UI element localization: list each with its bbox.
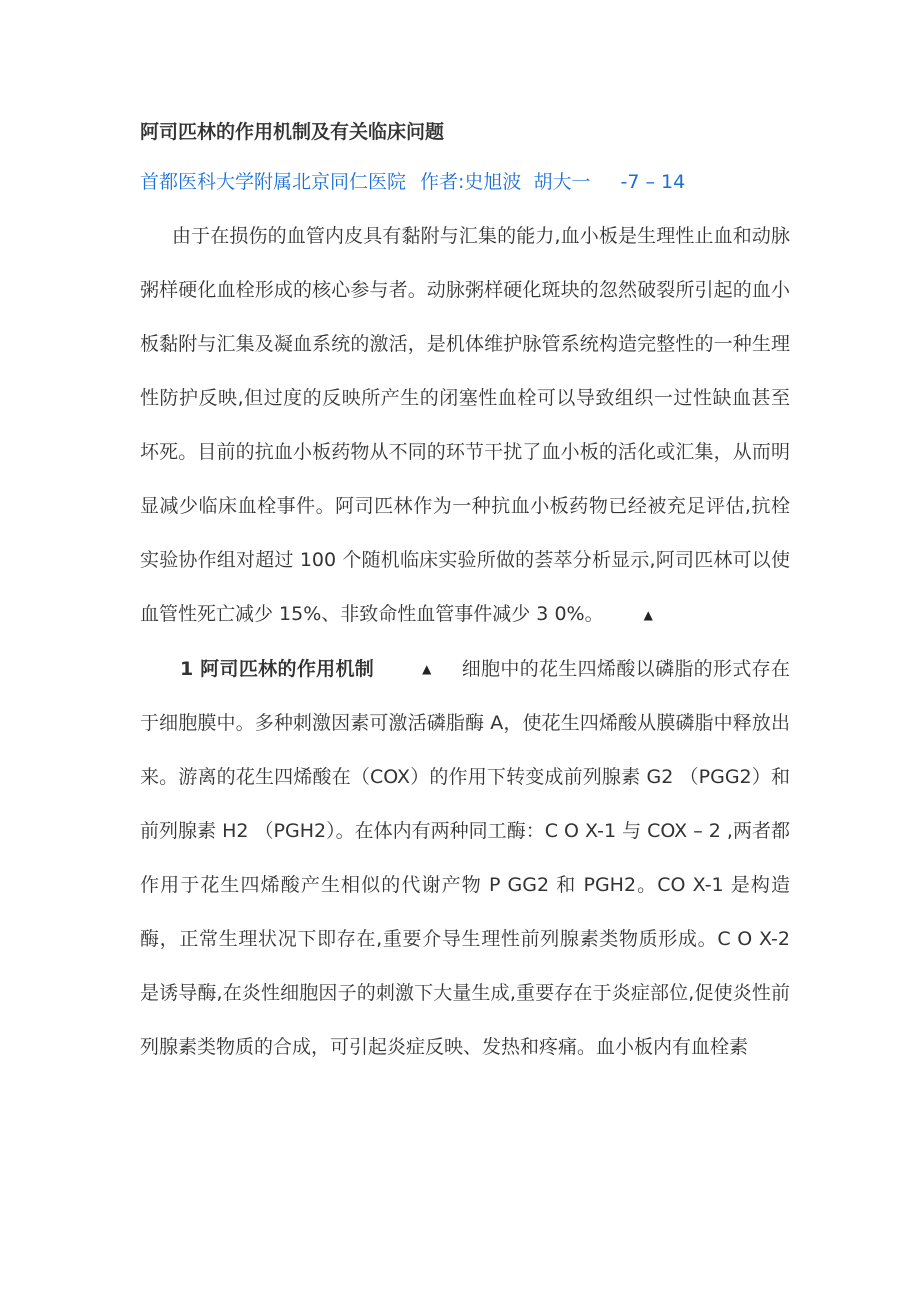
document-title: 阿司匹林的作用机制及有关临床问题 <box>140 121 445 143</box>
intro-paragraph <box>140 209 790 642</box>
anchor-mark-icon: ▲ <box>643 607 653 622</box>
publish-date[interactable]: -7 – 14 <box>620 171 686 193</box>
byline <box>140 162 790 202</box>
author-label[interactable]: 作者: <box>420 171 465 193</box>
section-text: 细胞中的花生四烯酸以磷脂的形式存在于细胞膜中。多种刺激因素可激活磷脂酶 A，使花生四烯酸从膜磷脂中释放出来。游离的花生四烯酸在（COX）的作用下转变成前列腺素 G2 （PGG2）和前列腺素 H2 （PGH2）。在体内有两种同工酶：C O X-1 与 COX – 2 ,两者都作用于花生四烯酸产生相似的代谢产物 P GG2 和 PGH2。CO X-1 是构造酶，正常生理状况下即存在,重要介导生理性前列腺素类物质形成。C O X-2 是诱导酶,在炎性细胞因子的刺激下大量生成,重要存在于炎症部位,促使炎性前列腺素类物质的合成，可引起炎症反映、发热和疼痛。血小板内有血栓素 <box>140 657 790 1058</box>
anchor-mark-icon: ▲ <box>422 662 432 676</box>
institution-link[interactable]: 首都医科大学附属北京同仁医院 <box>140 171 407 193</box>
section-heading: 1 阿司匹林的作用机制 <box>180 657 375 680</box>
document-page <box>140 112 790 1074</box>
intro-text: 由于在损伤的血管内皮具有黏附与汇集的能力,血小板是生理性止血和动脉粥样硬化血栓形成的核心参与者。动脉粥样硬化斑块的忽然破裂所引起的血小板黏附与汇集及凝血系统的激活，是机体维护脉管系统构造完整性的一种生理性防护反映,但过度的反映所产生的闭塞性血栓可以导致组织一过性缺血甚至坏死。目前的抗血小板药物从不同的环节干扰了血小板的活化或汇集，从而明显减少临床血栓事件。阿司匹林作为一种抗血小板药物已经被充足评估,抗栓实验协作组对超过 100 个随机临床实验所做的荟萃分析显示,阿司匹林可以使血管性死亡减少 15%、非致命性血管事件减少 3 0%。 <box>140 225 790 625</box>
section-paragraph <box>140 642 790 1075</box>
authors-link[interactable]: 史旭波 胡大一 <box>464 171 591 193</box>
